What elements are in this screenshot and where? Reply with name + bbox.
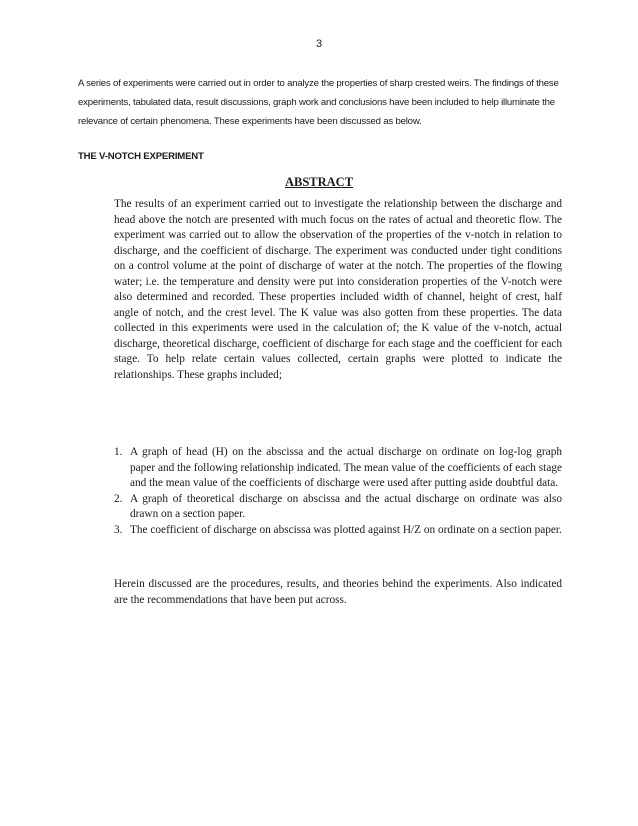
list-item-text: The coefficient of discharge on abscissa was plotted against H/Z on ordinate on a section paper. — [130, 523, 562, 536]
list-item — [114, 445, 562, 492]
graph-list — [114, 445, 562, 538]
closing-paragraph: Herein discussed are the procedures, results, and theories behind the experiments. Also indicated are the recommendations that have been put across. — [114, 578, 562, 606]
section-heading: THE V-NOTCH EXPERIMENT — [78, 151, 204, 162]
list-item-number: 1. — [114, 446, 123, 458]
abstract-body: The results of an experiment carried out to investigate the relationship between the discharge and head above the notch are presented with much focus on the rates of actual and theoretic flow. The experiment was carried out to allow the observation of the properties of the v-notch in relation to discharge, and the coefficient of discharge. The experiment was conducted under tight conditions on a control volume at the point of discharge of water at the notch. The properties of the flowing water; i.e. the temperature and density were put into consideration properties of the V-notch were also determined and recorded. These properties included width of channel, height of crest, half angle of notch, and the crest level. The K value was also gotten from these properties. The data collected in this experiments were used in the calculation of; the K value of the v-notch, actual discharge, theoretical discharge, coefficient of discharge for each stage and the coefficient for each stage. To help relate certain values collected, certain graphs were plotted to indicate the relationships. These graphs included; — [114, 198, 562, 381]
list-item-text: A graph of theoretical discharge on abscissa and the actual discharge on ordinate was also drawn on a section paper. — [130, 492, 562, 520]
list-item-number: 3. — [114, 523, 123, 536]
list-item — [114, 523, 562, 539]
list-item-number: 2. — [114, 492, 123, 505]
abstract-title: ABSTRACT — [284, 175, 354, 189]
list-item-text: A graph of head (H) on the abscissa and the actual discharge on ordinate on log-log graph paper and the following relationship indicated. The mean value of the coefficients of each stage and the mean value of the coefficients of discharge were used after putting aside doubtful data. — [130, 446, 562, 489]
page-number: 3 — [315, 38, 323, 50]
intro-paragraph: A series of experiments were carried out in order to analyze the properties of sharp crested weirs. The findings of these experiments, tabulated data, result discussions, graph work and conclusions have been included to help illuminate the relevance of certain phenomena. These experiments have been discussed as below. — [78, 78, 559, 127]
list-item — [114, 492, 562, 523]
